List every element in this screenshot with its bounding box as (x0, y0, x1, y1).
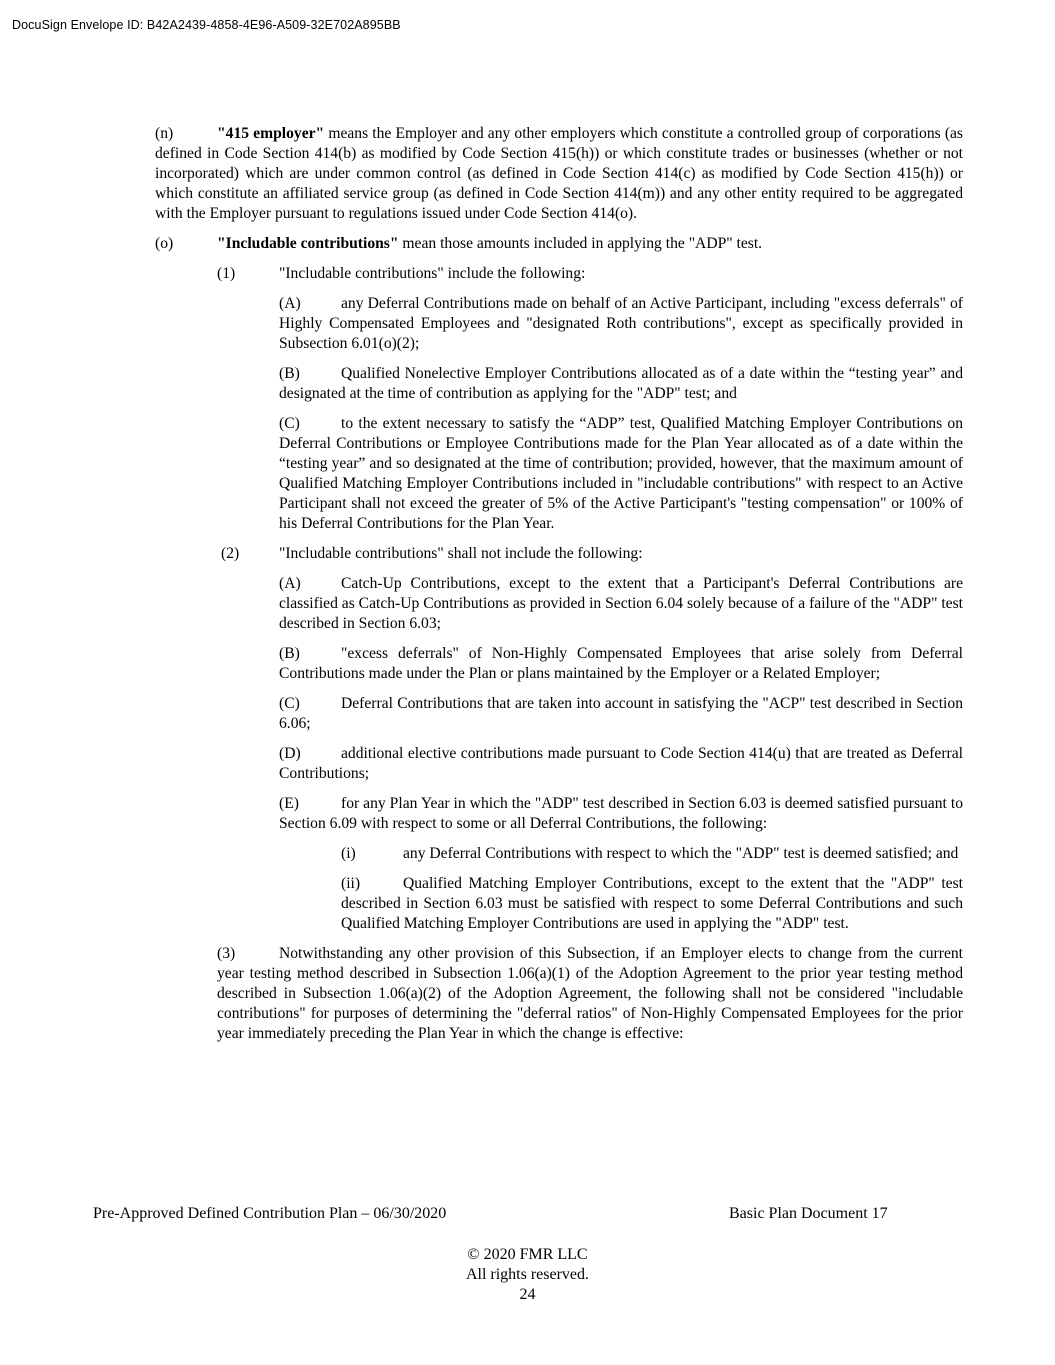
subsection-2 (217, 544, 963, 564)
section-label: (o) (155, 235, 174, 252)
subsection-label: (1) (217, 265, 236, 282)
item-label: (C) (279, 415, 300, 432)
item-2-c (279, 694, 963, 734)
item-1-b (279, 364, 963, 404)
item-label: (B) (279, 645, 300, 662)
document-body (155, 124, 963, 1054)
subsection-1 (217, 264, 963, 284)
page-number: 24 (519, 1286, 536, 1303)
item-label: (D) (279, 745, 301, 762)
item-2-e (279, 794, 963, 834)
footer-document-page: Basic Plan Document 17 (729, 1205, 888, 1222)
item-label: (E) (279, 795, 299, 812)
item-label: (i) (341, 845, 356, 862)
defined-term: "Includable contributions" (217, 235, 399, 252)
section-n (155, 124, 963, 224)
item-text: Qualified Matching Employer Contributions, except to the extent that the "ADP" test described in Section 6.03 must be satisfied with respect to some Deferral Contributions and such Qualified Matching Employer Contributions are used in applying the "ADP" test. (341, 875, 963, 932)
copyright-notice: © 2020 FMR LLC (467, 1246, 588, 1263)
item-2-b (279, 644, 963, 684)
item-text: any Deferral Contributions with respect to which the "ADP" test is deemed satisfied; and (403, 845, 959, 862)
subsection-label: (2) (221, 545, 240, 562)
subsection-text: Notwithstanding any other provision of this Subsection, if an Employer elects to change from the current year testing method described in Subsection 1.06(a)(1) of the Adoption Agreement to the prior year testing method described in Subsection 1.06(a)(2) of the Adoption Agreement, the following shall not be considered "includable contributions" for purposes of determining the "deferral ratios" of Non-Highly Compensated Employees for the prior year immediately preceding the Plan Year in which the change is effective: (217, 945, 963, 1042)
rights-reserved: All rights reserved. (465, 1266, 590, 1283)
item-label: (ii) (341, 875, 361, 892)
item-text: additional elective contributions made pursuant to Code Section 414(u) that are treated as Deferral Contributions; (279, 745, 963, 782)
item-text: Deferral Contributions that are taken into account in satisfying the "ACP" test described in Section 6.06; (279, 695, 963, 732)
item-label: (B) (279, 365, 300, 382)
item-1-c (279, 414, 963, 534)
item-2-a (279, 574, 963, 634)
section-text: mean those amounts included in applying the "ADP" test. (398, 235, 763, 252)
subsection-text: "Includable contributions" shall not include the following: (279, 545, 643, 562)
section-o (155, 234, 963, 254)
item-label: (A) (279, 295, 301, 312)
item-2-e-ii (341, 874, 963, 934)
item-text: any Deferral Contributions made on behalf of an Active Participant, including "excess deferrals" of Highly Compensated Employees and "designated Roth contributions", except as specifically provided in Subsection 6.01(o)(2); (279, 295, 963, 352)
defined-term: "415 employer" (217, 125, 325, 142)
footer-plan-name: Pre-Approved Defined Contribution Plan – 06/30/2020 (93, 1205, 447, 1222)
item-text: "excess deferrals" of Non-Highly Compensated Employees that arise solely from Deferral Contributions made under the Plan or plans maintained by the Employer or a Related Employer; (279, 645, 963, 682)
item-1-a (279, 294, 963, 354)
subsection-3 (217, 944, 963, 1044)
section-label: (n) (155, 125, 174, 142)
item-2-e-i (341, 844, 963, 864)
section-text: means the Employer and any other employers which constitute a controlled group of corporations (as defined in Code Section 414(b) as modified by Code Section 415(h)) or which constitute trades or businesses (whether or not incorporated) which are under common control (as defined in Code Section 414(c) as modified by Code Section 415(h)) or which constitute an affiliated service group (as defined in Code Section 414(m)) and any other entity required to be aggregated with the Employer pursuant to regulations issued under Code Section 414(o). (155, 125, 963, 222)
item-text: for any Plan Year in which the "ADP" test described in Section 6.03 is deemed satisfied pursuant to Section 6.09 with respect to some or all Deferral Contributions, the following: (279, 795, 963, 832)
item-label: (C) (279, 695, 300, 712)
subsection-label: (3) (217, 945, 236, 962)
item-2-d (279, 744, 963, 784)
copyright-block (0, 1245, 1055, 1305)
subsection-text: "Includable contributions" include the following: (279, 265, 586, 282)
docusign-envelope-id: DocuSign Envelope ID: B42A2439-4858-4E96-A509-32E702A895BB (12, 18, 401, 32)
item-label: (A) (279, 575, 301, 592)
item-text: Catch-Up Contributions, except to the extent that a Participant's Deferral Contributions are classified as Catch-Up Contributions as provided in Section 6.04 solely because of a failure of the "ADP" test described in Section 6.03; (279, 575, 963, 632)
item-text: to the extent necessary to satisfy the “ADP” test, Qualified Matching Employer Contributions on Deferral Contributions or Employee Contributions made for the Plan Year allocated as of a date within the “testing year” and so designated at the time of contribution; provided, however, that the maximum amount of Qualified Matching Employer Contributions included in "includable contributions" with respect to an Active Participant shall not exceed the greater of 5% of the Active Participant's "testing compensation" or 100% of his Deferral Contributions for the Plan Year. (279, 415, 963, 532)
item-text: Qualified Nonelective Employer Contributions allocated as of a date within the “testing year” and designated at the time of contribution as applying for the "ADP" test; and (279, 365, 963, 402)
